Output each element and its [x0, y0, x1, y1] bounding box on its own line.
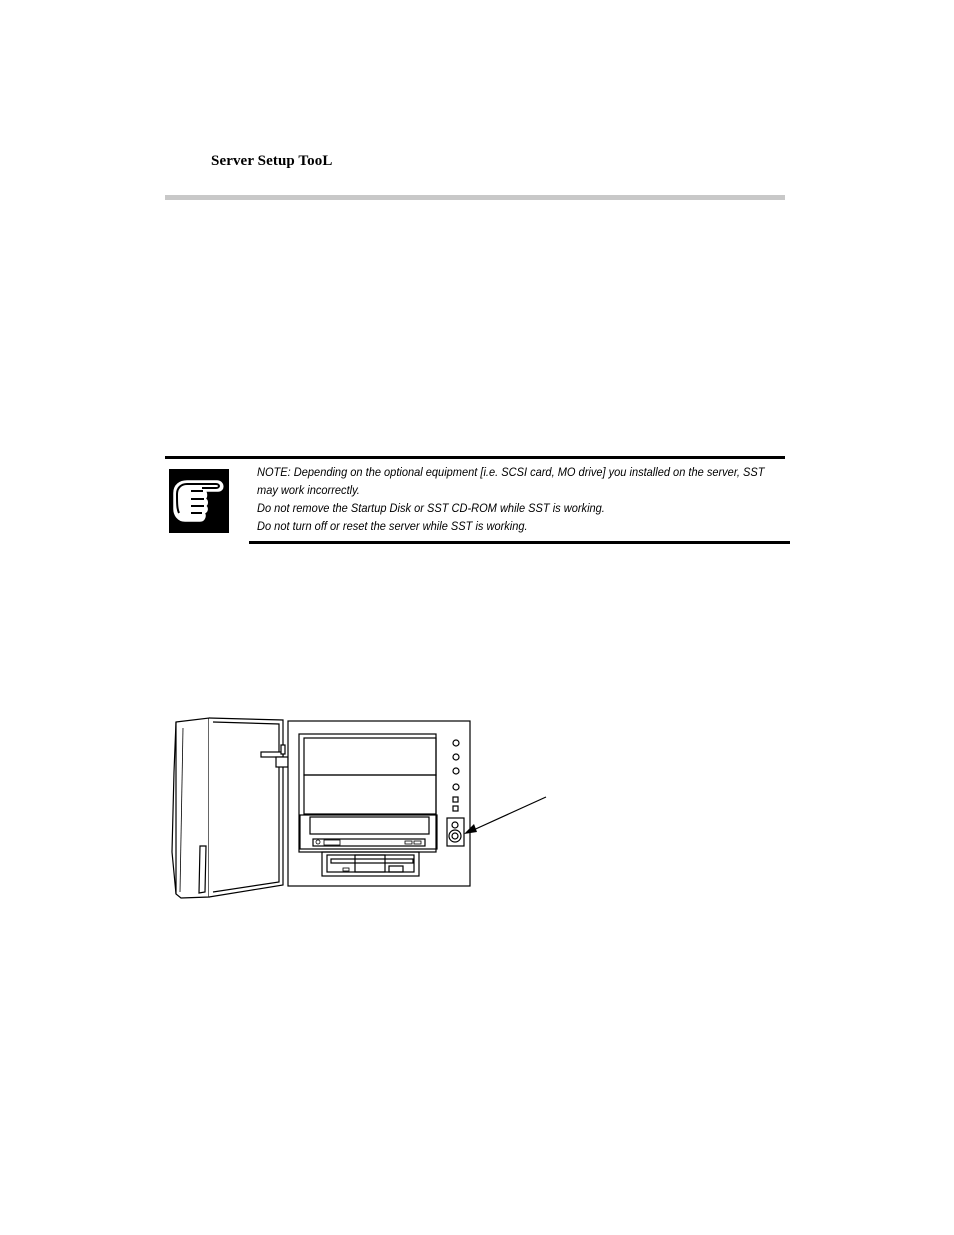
note-line: Do not turn off or reset the server while SST is working. [257, 519, 528, 533]
note-text [257, 463, 765, 535]
note-line: NOTE: Depending on the optional equipment [i.e. SCSI card, MO drive] you installed on the server, SST [257, 465, 765, 479]
pointing-hand-icon [169, 469, 229, 533]
server-front-panel-illustration [163, 712, 563, 904]
note-line: may work incorrectly. [257, 483, 360, 497]
note-bottom-rule [249, 541, 790, 544]
running-head-title: Server Setup TooL [211, 153, 333, 169]
header-rule [165, 195, 785, 200]
note-line: Do not remove the Startup Disk or SST CD-ROM while SST is working. [257, 501, 605, 515]
note-top-rule [165, 456, 785, 459]
